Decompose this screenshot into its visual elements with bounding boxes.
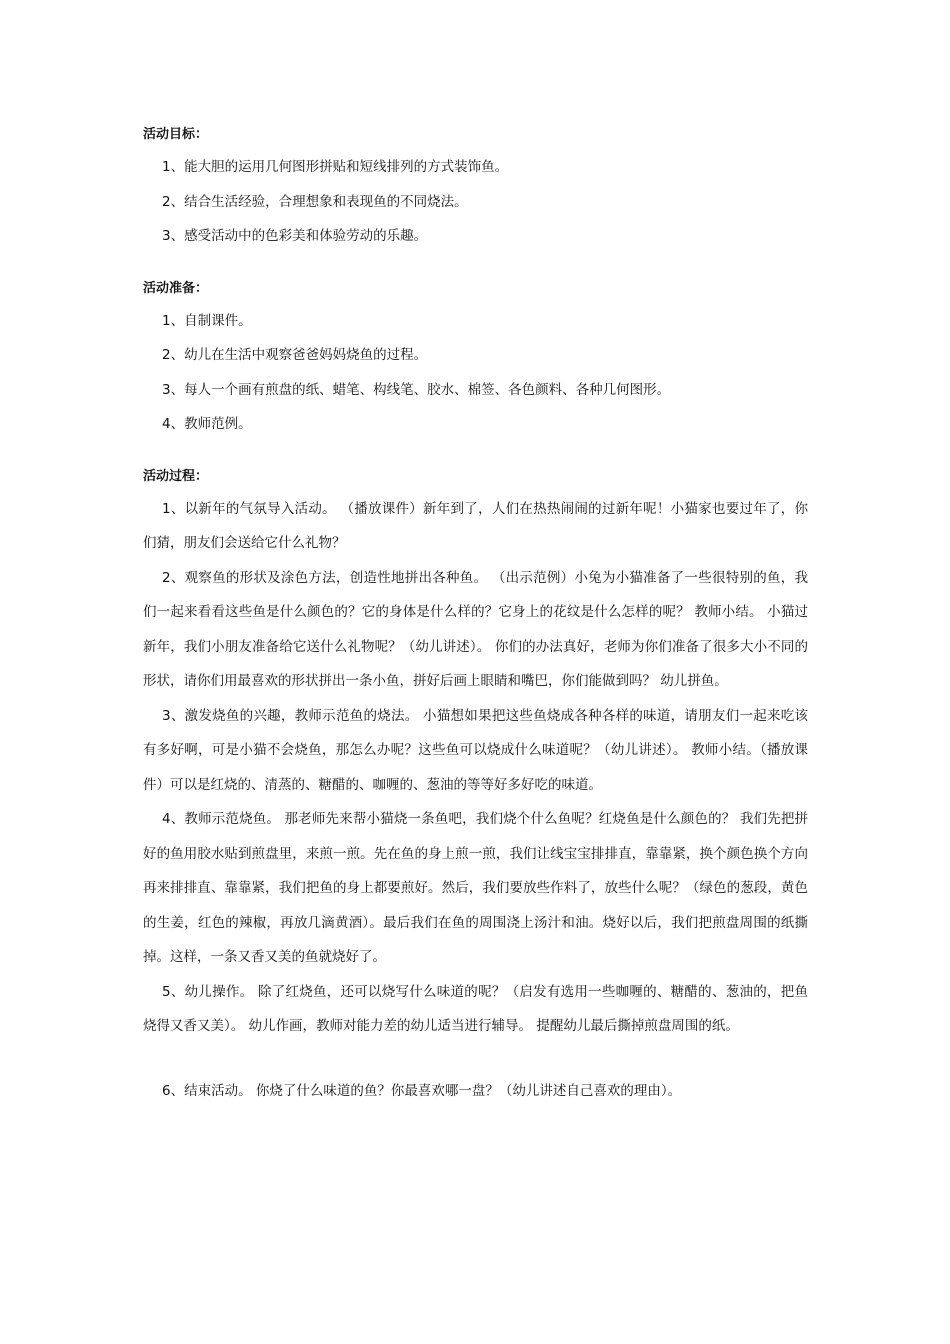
list-item: 3、感受活动中的色彩美和体验劳动的乐趣。: [162, 228, 428, 244]
list-item: 4、教师示范烧鱼。 那老师先来帮小猫烧一条鱼吧，我们烧个什么鱼呢？红烧鱼是什么颜色的？ 我们先把拼好的鱼用胶水贴到煎盘里，来煎一煎。先在鱼的身上煎一煎，我们让线宝宝排排直，靠靠紧，换个颜色换个方向再来排排直、靠靠紧，我们把鱼的身上都要煎好。然后，我们要放些作料了，放些什么呢？（绿色的葱段，黄色的生姜，红色的辣椒，再放几滴黄酒）。最后我们在鱼的周围浇上汤汁和油。烧好以后，我们把煎盘周围的纸撕掉。这样，一条又香又美的鱼就烧好了。: [143, 811, 808, 965]
list-item: 2、结合生活经验，合理想象和表现鱼的不同烧法。: [162, 193, 468, 210]
list-item: 2、幼儿在生活中观察爸爸妈妈烧鱼的过程。: [162, 347, 428, 363]
list-item: 3、每人一个画有煎盘的纸、蜡笔、构线笔、胶水、棉签、各色颜料、各种几何图形。: [162, 381, 671, 398]
list-item: 4、教师范例。: [162, 416, 252, 432]
list-item: 5、幼儿操作。 除了红烧鱼，还可以烧写什么味道的呢？（启发有选用一些咖喱的、糖醋的、葱油的，把鱼烧得又香又美）。 幼儿作画，教师对能力差的幼儿适当进行辅导。 提醒幼儿最后撕掉煎盘周围的纸。: [143, 983, 808, 1034]
list-item: 1、能大胆的运用几何图形拼贴和短线排列的方式装饰鱼。: [162, 159, 509, 175]
section-heading: 活动准备：: [143, 280, 209, 296]
list-item: 1、以新年的气氛导入活动。 （播放课件）新年到了，人们在热热闹闹的过新年呢！小猫家也要过年了，你们猜，朋友们会送给它什么礼物？: [143, 500, 808, 551]
list-item: 1、自制课件。: [162, 312, 252, 329]
document-page: [143, 120, 808, 1108]
section-heading: 活动目标：: [143, 127, 209, 142]
list-item: 3、激发烧鱼的兴趣，教师示范鱼的烧法。 小猫想如果把这些鱼烧成各种各样的味道，请朋友们一起来吃该有多好啊，可是小猫不会烧鱼，那怎么办呢？这些鱼可以烧成什么味道呢？（幼儿讲述）。 教师小结。（播放课件）可以是红烧的、清蒸的、糖醋的、咖喱的、葱油的等等好多好吃的味道。: [143, 707, 808, 793]
spacer: [143, 254, 808, 274]
section-process: [143, 462, 808, 1044]
spacer: [143, 1044, 808, 1074]
section-goals: [143, 120, 808, 254]
section-preparation: [143, 274, 808, 442]
closing-item: 6、结束活动。 你烧了什么味道的鱼？你最喜欢哪一盘？（幼儿讲述自己喜欢的理由）。: [162, 1082, 682, 1099]
list-item: 2、观察鱼的形状及涂色方法，创造性地拼出各种鱼。 （出示范例）小兔为小猫准备了一些很特别的鱼，我们一起来看看这些鱼是什么颜色的？它的身体是什么样的？它身上的花纹是什么怎样的呢？ 教师小结。 小猫过新年，我们小朋友准备给它送什么礼物呢？（幼儿讲述）。 你们的办法真好，老师为你们准备了很多大小不同的形状，请你们用最喜欢的形状拼出一条小鱼，拼好后画上眼睛和嘴巴，你们能做到吗？ 幼儿拼鱼。: [143, 569, 808, 689]
spacer: [143, 442, 808, 462]
section-heading: 活动过程：: [143, 468, 209, 484]
